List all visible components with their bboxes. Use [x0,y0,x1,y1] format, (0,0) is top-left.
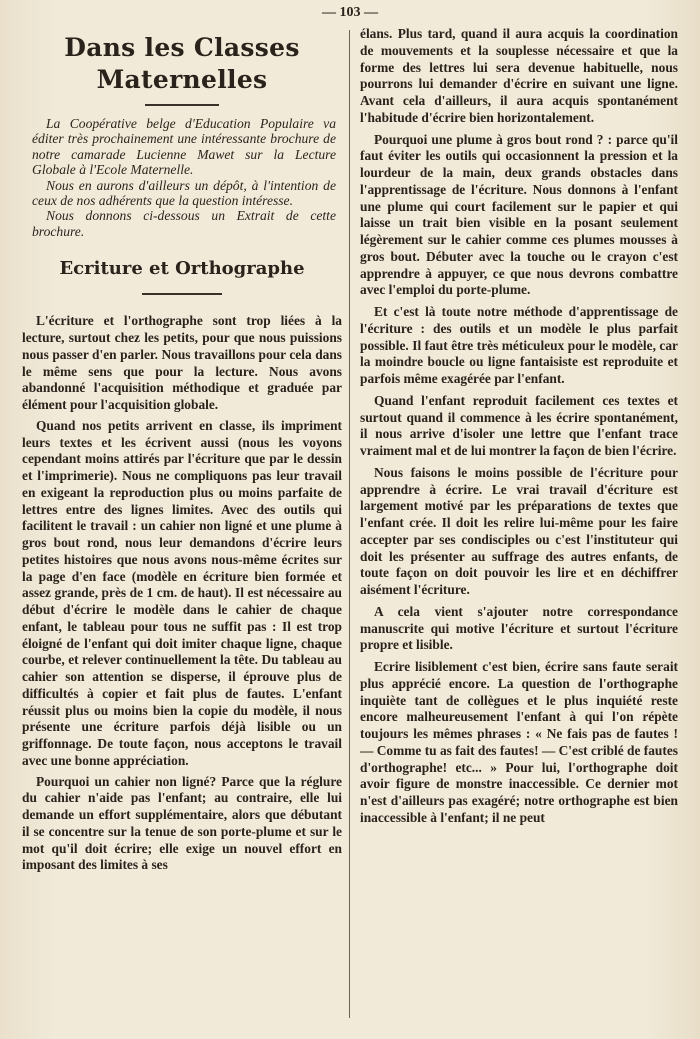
body-paragraph: Ecrire lisiblement c'est bien, écrire sans faute serait plus apprécié encore. La question de l'orthographe inquiète tant de collègues et le plus inquiété reste encore malheureusement l'enfant à qui l'on répète toujours les mêmes phrases : « Ne fais pas de fautes ! — Comme tu as fait des fautes! — C'est criblé de fautes d'orthographe! etc... » Pour lui, l'orthographe doit avoir figure de monstre inaccessible. Ce dernier mot n'est d'ailleurs pas exagéré; notre orthographe est bien inaccessible à l'enfant; il ne peut [360,659,678,825]
body-paragraph: A cela vient s'ajouter notre correspondance manuscrite qui motive l'écriture et surtout l'écriture propre et lisible. [360,603,678,653]
body-paragraph: Et c'est là toute notre méthode d'apprentissage de l'écriture : des outils et un modèle le plus parfait possible. Il faut être très méticuleux pour le modèle, car la moindre boucle ou ligne fantaisiste est reproduite et parfois même exagérée par l'enfant. [360,304,678,386]
body-paragraph: L'écriture et l'orthographe sont trop liées à la lecture, surtout chez les petits, pour que nous puissions nous passer d'en parler. Nous travaillons pour cela dans le même sens que pour la lecture. Nous avons abandonné l'acquisition méthodique et graduée par élément pour l'acquisition globale. [22,313,342,412]
article-title [22,32,342,96]
intro-note [32,116,336,239]
body-paragraph: Pourquoi un cahier non ligné? Parce que la réglure du cahier n'aide pas l'enfant; au contraire, elle lui demande un effort supplémentaire, alors que débutant il se concentre sur la tenue de son porte-plume et sur le mot qu'il doit écrire; elle exige un nouvel effort en imposant des limites à ses [22,773,342,873]
article-title-line-1: Dans les Classes [64,33,300,62]
body-paragraph: Quand nos petits arrivent en classe, ils impriment leurs textes et les écrivent aussi (nous les voyons cependant moins attirés par l'écriture que par le dessin et l'imprimerie). Nous ne compliquons pas leur travail en exigeant la reproduction plus ou moins parfaite de lettres entre des lignes limites. Avec des outils qui facilitent le travail : un cahier non ligné et une plume à gros bout rond, nous leur demandons d'écrire leurs petites histoires que nous avons nous-même écrites sur la page d'en face (modèle en écriture bien formée et assez grande, près de 1 cm. de haut). Il est nécessaire au début d'écrire le modèle dans le cahier de chaque enfant, le tableau pour tous ne suffit pas : Il est trop éloigné de l'enfant qui doit imiter chaque ligne, chaque courbe, et relever continuellement la tête. Du tableau au cahier son attention se disperse, il éprouve plus de difficultés à copier et fait plus de fautes. L'enfant réussit plus ou moins bien la copie du modèle, il nous présente une écriture parfois déjà lisible ou un griffonnage. De toute façon, nous acceptons le travail avec une bonne appréciation. [22,417,342,768]
body-paragraph: Pourquoi une plume à gros bout rond ? : parce qu'il faut éviter les outils qui occasionnent la pression et la lourdeur de la main, deux grands obstacles dans l'apprentissage de l'écriture. Nous donnons à l'enfant une plume qui court facilement sur le papier et qui laisse un trait bien visible en la posant seulement légèrement sur le cahier comme ces plumes mousses à gros bout. Débuter avec la touche ou le crayon c'est apprendre à appuyer, ce que nous devrons combattre avec l'emploi du porte-plume. [360,131,678,298]
body-paragraph: élans. Plus tard, quand il aura acquis la coordination de mouvements et la souplesse nécessaire et que la forme des lettres lui sera devenue habituelle, nous pourrons lui demander d'écrire en suivant une ligne. Avant cela d'ailleurs, il aura acquis spontanément l'habitude d'écrire bien horizontalement. [360,26,678,125]
section-heading: Ecriture et Orthographe [59,258,305,280]
left-column [22,28,342,878]
page-number: — 103 — [322,5,378,20]
column-divider [349,30,350,1018]
body-paragraph: Nous faisons le moins possible de l'écriture pour apprendre à écrire. Le vrai travail d'écriture est largement motivé par les préparations de textes que l'enfant crée. Il doit les relire lui-même pour les faire accepter par ses condisciples ou c'est l'instituteur qui doit les présenter au suffrage des autres enfants, de toute façon on doit pouvoir les lire et en déchiffrer aisément l'écriture. [360,464,678,597]
title-underline [145,104,219,106]
body-paragraph: Quand l'enfant reproduit facilement ces textes et surtout quand il commence à les écrire spontanément, il nous arrive d'isoler une lettre que l'enfant trace vraiment mal et de lui montrer la façon de bien l'écrire. [360,392,678,458]
left-body-text [22,313,342,874]
section-underline [142,293,222,295]
intro-paragraph: La Coopérative belge d'Education Populaire va éditer très prochainement une intéressante brochure de notre camarade Lucienne Mawet sur la Lecture Globale à l'Ecole Maternelle. [32,116,336,178]
intro-paragraph: Nous en aurons d'ailleurs un dépôt, à l'intention de ceux de nos adhérents que la question intéresse. [32,177,336,209]
intro-paragraph: Nous donnons ci-dessous un Extrait de cette brochure. [32,208,336,239]
right-column [360,26,678,832]
article-title-line-2: Maternelles [96,65,268,94]
